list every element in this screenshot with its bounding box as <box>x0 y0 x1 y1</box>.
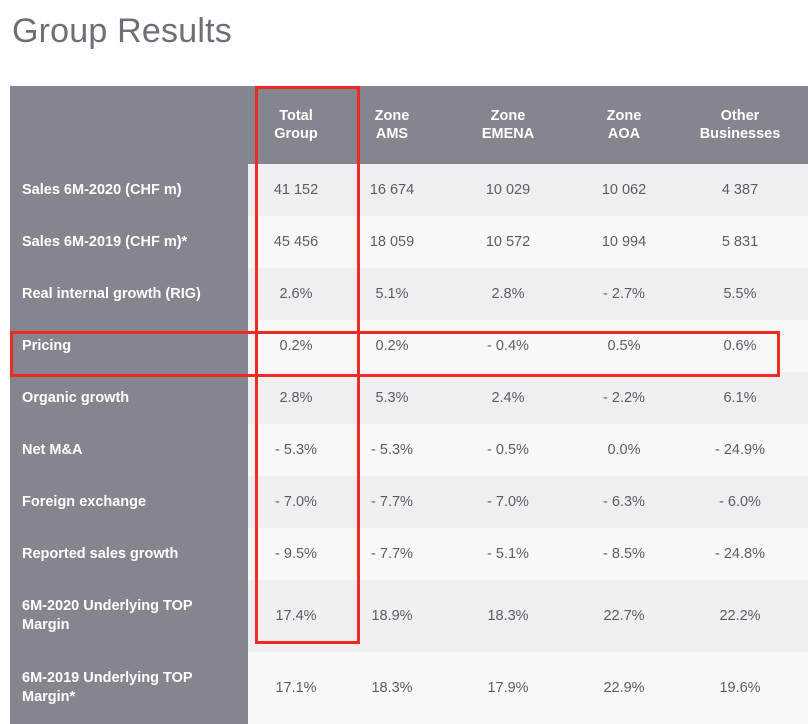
row-label-foreign-exchange: Foreign exchange <box>10 476 248 528</box>
cell-sales-6m-2019-zone-aoa: 10 994 <box>576 216 672 268</box>
cell-fx-other-businesses: - 6.0% <box>672 476 808 528</box>
table-row <box>10 320 808 372</box>
column-header-zone-aoa-line1: Zone <box>606 108 642 124</box>
table-row <box>10 216 808 268</box>
column-header-zone-ams <box>344 86 440 164</box>
cell-rig-zone-emena: 2.8% <box>440 268 576 320</box>
cell-fx-zone-ams: - 7.7% <box>344 476 440 528</box>
cell-sales-6m-2020-zone-ams: 16 674 <box>344 164 440 216</box>
cell-2020-top-margin-zone-ams: 18.9% <box>344 580 440 652</box>
cell-organic-growth-zone-aoa: - 2.2% <box>576 372 672 424</box>
cell-2020-top-margin-other-businesses: 22.2% <box>672 580 808 652</box>
cell-2019-top-margin-zone-emena: 17.9% <box>440 652 576 724</box>
column-header-zone-emena-line2: EMENA <box>481 126 535 142</box>
table-row <box>10 652 808 724</box>
cell-net-ma-zone-emena: - 0.5% <box>440 424 576 476</box>
row-label-2019-underlying-top-margin: 6M-2019 Underlying TOP Margin* <box>10 652 248 724</box>
cell-sales-6m-2019-total-group: 45 456 <box>248 216 344 268</box>
column-header-other-businesses-line1: Other <box>720 108 760 124</box>
cell-reported-sales-growth-total-group: - 9.5% <box>248 528 344 580</box>
table-row <box>10 476 808 528</box>
cell-sales-6m-2020-total-group: 41 152 <box>248 164 344 216</box>
table-row <box>10 580 808 652</box>
cell-pricing-other-businesses: 0.6% <box>672 320 808 372</box>
cell-2020-top-margin-zone-aoa: 22.7% <box>576 580 672 652</box>
table-row <box>10 268 808 320</box>
cell-pricing-zone-emena: - 0.4% <box>440 320 576 372</box>
cell-net-ma-zone-aoa: 0.0% <box>576 424 672 476</box>
cell-sales-6m-2019-zone-ams: 18 059 <box>344 216 440 268</box>
column-header-total-group-line2: Group <box>274 126 318 142</box>
column-header-row-label <box>10 86 248 164</box>
table-body <box>10 164 808 724</box>
row-label-2020-underlying-top-margin: 6M-2020 Underlying TOP Margin <box>10 580 248 652</box>
column-header-total-group-line1: Total <box>279 108 313 124</box>
cell-net-ma-zone-ams: - 5.3% <box>344 424 440 476</box>
column-header-other-businesses <box>672 86 808 164</box>
table-row <box>10 164 808 216</box>
row-label-net-ma: Net M&A <box>10 424 248 476</box>
cell-pricing-zone-aoa: 0.5% <box>576 320 672 372</box>
cell-2020-top-margin-zone-emena: 18.3% <box>440 580 576 652</box>
row-label-reported-sales-growth: Reported sales growth <box>10 528 248 580</box>
cell-2019-top-margin-zone-aoa: 22.9% <box>576 652 672 724</box>
cell-sales-6m-2019-other-businesses: 5 831 <box>672 216 808 268</box>
column-header-other-businesses-line2: Businesses <box>699 126 781 142</box>
cell-organic-growth-zone-ams: 5.3% <box>344 372 440 424</box>
cell-2020-top-margin-total-group: 17.4% <box>248 580 344 652</box>
cell-fx-total-group: - 7.0% <box>248 476 344 528</box>
cell-rig-total-group: 2.6% <box>248 268 344 320</box>
row-label-sales-6m-2019: Sales 6M-2019 (CHF m)* <box>10 216 248 268</box>
table-row <box>10 424 808 476</box>
cell-organic-growth-total-group: 2.8% <box>248 372 344 424</box>
row-label-real-internal-growth: Real internal growth (RIG) <box>10 268 248 320</box>
cell-2019-top-margin-zone-ams: 18.3% <box>344 652 440 724</box>
results-table <box>10 86 808 724</box>
row-label-organic-growth: Organic growth <box>10 372 248 424</box>
cell-reported-sales-growth-other-businesses: - 24.8% <box>672 528 808 580</box>
cell-net-ma-total-group: - 5.3% <box>248 424 344 476</box>
cell-reported-sales-growth-zone-emena: - 5.1% <box>440 528 576 580</box>
cell-sales-6m-2020-zone-aoa: 10 062 <box>576 164 672 216</box>
table-header-row <box>10 86 808 164</box>
cell-rig-zone-aoa: - 2.7% <box>576 268 672 320</box>
row-label-sales-6m-2020: Sales 6M-2020 (CHF m) <box>10 164 248 216</box>
column-header-zone-emena <box>440 86 576 164</box>
row-label-pricing: Pricing <box>10 320 248 372</box>
cell-reported-sales-growth-zone-ams: - 7.7% <box>344 528 440 580</box>
column-header-zone-aoa <box>576 86 672 164</box>
cell-pricing-total-group: 0.2% <box>248 320 344 372</box>
cell-pricing-zone-ams: 0.2% <box>344 320 440 372</box>
group-results-table <box>10 86 790 724</box>
cell-fx-zone-emena: - 7.0% <box>440 476 576 528</box>
table-row <box>10 528 808 580</box>
column-header-zone-emena-line1: Zone <box>490 108 526 124</box>
cell-2019-top-margin-total-group: 17.1% <box>248 652 344 724</box>
cell-organic-growth-other-businesses: 6.1% <box>672 372 808 424</box>
cell-rig-other-businesses: 5.5% <box>672 268 808 320</box>
cell-organic-growth-zone-emena: 2.4% <box>440 372 576 424</box>
cell-net-ma-other-businesses: - 24.9% <box>672 424 808 476</box>
cell-rig-zone-ams: 5.1% <box>344 268 440 320</box>
cell-reported-sales-growth-zone-aoa: - 8.5% <box>576 528 672 580</box>
cell-fx-zone-aoa: - 6.3% <box>576 476 672 528</box>
table-header <box>10 86 808 164</box>
column-header-zone-aoa-line2: AOA <box>607 126 641 142</box>
cell-sales-6m-2019-zone-emena: 10 572 <box>440 216 576 268</box>
column-header-zone-ams-line2: AMS <box>375 126 409 142</box>
cell-2019-top-margin-other-businesses: 19.6% <box>672 652 808 724</box>
page-title: Group Results <box>12 12 232 50</box>
cell-sales-6m-2020-other-businesses: 4 387 <box>672 164 808 216</box>
table-row-organic-growth <box>10 372 808 424</box>
column-header-total-group <box>248 86 344 164</box>
column-header-zone-ams-line1: Zone <box>374 108 410 124</box>
cell-sales-6m-2020-zone-emena: 10 029 <box>440 164 576 216</box>
